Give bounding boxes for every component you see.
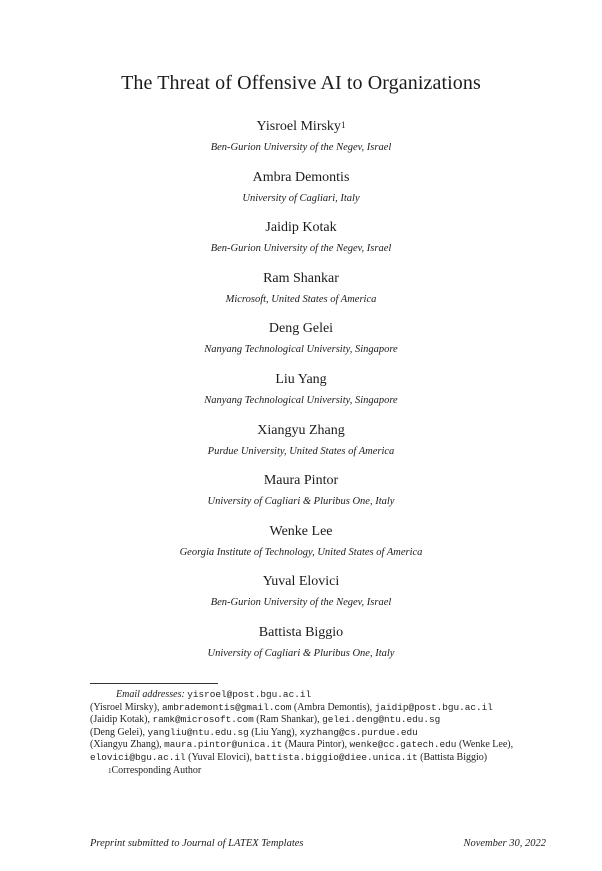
email-address: maura.pintor@unica.it bbox=[164, 739, 283, 751]
email-owner: (Jaidip Kotak), bbox=[90, 714, 150, 726]
corresponding-author-note bbox=[90, 765, 530, 778]
email-address: wenke@cc.gatech.edu bbox=[349, 739, 457, 751]
author-block bbox=[0, 169, 602, 220]
footnote-mark: 1 bbox=[108, 766, 112, 775]
footnote-line bbox=[90, 714, 530, 727]
author-name: Jaidip Kotak bbox=[265, 220, 337, 236]
author-affiliation: University of Cagliari & Pluribus One, Italy bbox=[207, 496, 395, 508]
author-affiliation: Microsoft, United States of America bbox=[225, 293, 377, 305]
footnote-divider bbox=[90, 683, 218, 684]
email-label: Email addresses: bbox=[116, 689, 185, 700]
email-owner: (Wenke Lee), bbox=[458, 739, 514, 751]
footnote-line bbox=[90, 739, 530, 752]
author-block bbox=[0, 320, 602, 371]
author-affiliation: Purdue University, United States of America bbox=[207, 445, 395, 457]
author-affiliation: University of Cagliari, Italy bbox=[242, 192, 360, 204]
email-address: jaidip@post.bgu.ac.il bbox=[374, 701, 493, 713]
email-address: ambrademontis@gmail.com bbox=[161, 701, 292, 713]
email-owner: (Liu Yang), bbox=[251, 726, 298, 738]
author-affiliation: Ben-Gurion University of the Negev, Israel bbox=[210, 142, 392, 153]
author-name: Wenke Lee bbox=[269, 523, 333, 539]
email-owner: (Battista Biggio) bbox=[420, 751, 488, 763]
footnote-line bbox=[90, 752, 530, 765]
footnote-block bbox=[90, 689, 530, 777]
email-address: yisroel@post.bgu.ac.il bbox=[187, 689, 312, 700]
footer-date: November 30, 2022 bbox=[463, 838, 546, 849]
author-affiliation: Ben-Gurion University of the Negev, Israel bbox=[210, 597, 392, 609]
email-owner: (Deng Gelei), bbox=[90, 726, 145, 738]
author-affiliation: University of Cagliari & Pluribus One, Italy bbox=[207, 647, 395, 659]
email-owner: (Ambra Demontis), bbox=[293, 701, 373, 713]
author-affiliation: Ben-Gurion University of the Negev, Israel bbox=[210, 243, 392, 255]
author-name: Liu Yang bbox=[275, 371, 327, 387]
email-address: gelei.deng@ntu.edu.sg bbox=[322, 714, 441, 726]
author-block bbox=[0, 270, 602, 321]
author-block bbox=[0, 422, 602, 473]
paper-title: The Threat of Offensive AI to Organizations bbox=[121, 72, 481, 94]
author-name: Battista Biggio bbox=[258, 624, 344, 640]
email-owner: (Maura Pintor), bbox=[284, 739, 348, 751]
author-affiliation: Georgia Institute of Technology, United States of America bbox=[179, 546, 423, 558]
author-name: Maura Pintor bbox=[263, 473, 339, 489]
author-name: Deng Gelei bbox=[268, 321, 334, 337]
email-owner: (Yisroel Mirsky), bbox=[90, 701, 160, 713]
email-address: elovici@bgu.ac.il bbox=[90, 751, 186, 763]
author-block bbox=[0, 523, 602, 574]
email-address: xyzhang@cs.purdue.edu bbox=[299, 726, 418, 738]
corresponding-footnote-mark: 1 bbox=[340, 120, 346, 130]
author-name: Ambra Demontis bbox=[252, 169, 350, 185]
author-block bbox=[0, 219, 602, 270]
author-name: Yisroel Mirsky$^1$ bbox=[256, 119, 346, 134]
footnote-line bbox=[90, 702, 530, 715]
footer-journal: Preprint submitted to Journal of LATEX Templates bbox=[90, 838, 304, 849]
email-owner: (Xiangyu Zhang), bbox=[90, 739, 162, 751]
author-block bbox=[0, 472, 602, 523]
author-affiliation: Nanyang Technological University, Singapore bbox=[204, 394, 398, 406]
footnote-line bbox=[90, 689, 530, 702]
email-owner: (Yuval Elovici), bbox=[188, 751, 253, 763]
email-owner: (Ram Shankar), bbox=[256, 714, 320, 726]
author-affiliation: Nanyang Technological University, Singapore bbox=[204, 344, 398, 356]
corresponding-author-text: Corresponding Author bbox=[111, 764, 202, 776]
email-address: battista.biggio@diee.unica.it bbox=[254, 751, 418, 763]
author-name: Yuval Elovici bbox=[262, 574, 340, 590]
email-address: yangliu@ntu.edu.sg bbox=[147, 726, 249, 738]
author-block bbox=[0, 624, 602, 675]
author-block bbox=[0, 573, 602, 624]
author-name: Ram Shankar bbox=[263, 270, 339, 286]
author-name: Xiangyu Zhang bbox=[257, 422, 345, 438]
author-block bbox=[0, 118, 602, 169]
email-address: ramk@microsoft.com bbox=[152, 714, 254, 726]
footnote-line bbox=[90, 727, 530, 740]
author-list bbox=[0, 118, 602, 675]
author-block bbox=[0, 371, 602, 422]
